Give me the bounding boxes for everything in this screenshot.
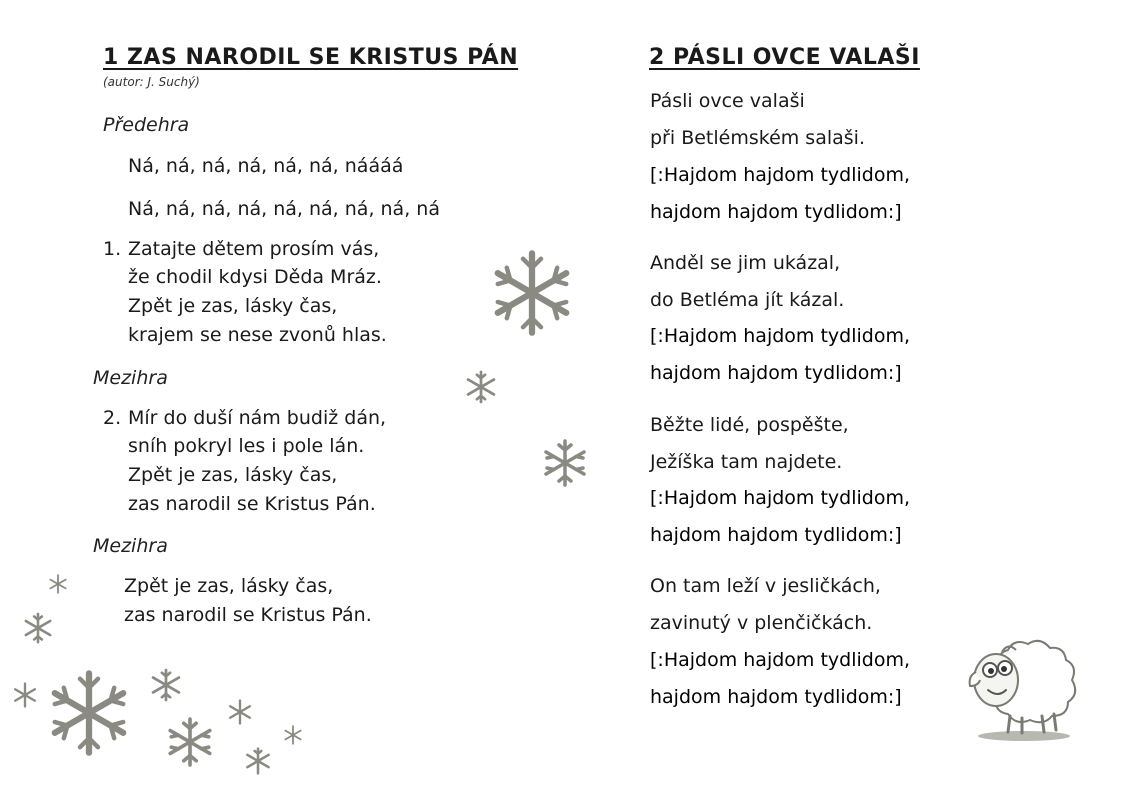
sheep-icon [962, 628, 1086, 746]
snowflake-icon [44, 668, 134, 758]
verse2-line: sníh pokryl les i pole lán. [128, 435, 365, 457]
song2-refrain-line: hajdom hajdom tydlidom:] [650, 201, 902, 223]
song2-line: On tam leží v jesličkách, [650, 575, 881, 597]
interlude2-label: Mezihra [93, 535, 168, 557]
song2-refrain-line: hajdom hajdom tydlidom:] [650, 524, 902, 546]
verse1-line: Zpět je zas, lásky čas, [128, 295, 338, 317]
snowflake-icon [283, 725, 303, 745]
prelude-label: Předehra [103, 114, 190, 136]
verse1-line: že chodil kdysi Děda Mráz. [128, 266, 382, 288]
song2-refrain-line: [:Hajdom hajdom tydlidom, [650, 649, 910, 671]
verse1-number: 1. [103, 238, 122, 260]
ending-line: Zpět je zas, lásky čas, [124, 575, 334, 597]
snowflake-icon [22, 612, 54, 644]
song2-refrain-line: [:Hajdom hajdom tydlidom, [650, 487, 910, 509]
song2-line: Pásli ovce valaši [650, 90, 805, 112]
verse1-line: Zatajte dětem prosím vás, [128, 238, 380, 260]
snowflake-icon [12, 682, 38, 708]
verse2-line: Mír do duší nám budiž dán, [128, 407, 387, 429]
song2-refrain-line: [:Hajdom hajdom tydlidom, [650, 325, 910, 347]
prelude-line: Ná, ná, ná, ná, ná, ná, ná, ná, ná [128, 198, 440, 220]
verse2-line: Zpět je zas, lásky čas, [128, 464, 338, 486]
song2-line: do Betléma jít kázal. [650, 289, 845, 311]
snowflake-icon [487, 248, 577, 338]
song1-author: (autor: J. Suchý) [103, 75, 200, 89]
song2-title: 2 PÁSLI OVCE VALAŠI [649, 45, 920, 70]
snowflake-icon [48, 574, 68, 594]
song2-line: zavinutý v plenčičkách. [650, 612, 873, 634]
song2-refrain-line: [:Hajdom hajdom tydlidom, [650, 164, 910, 186]
snowflake-icon [149, 668, 183, 702]
prelude-line: Ná, ná, ná, ná, ná, ná, náááá [128, 155, 404, 177]
song2-line: Anděl se jim ukázal, [650, 252, 841, 274]
verse2-line: zas narodil se Kristus Pán. [128, 493, 376, 515]
song2-refrain-line: hajdom hajdom tydlidom:] [650, 362, 902, 384]
verse1-line: krajem se nese zvonů hlas. [128, 324, 387, 346]
song2-refrain-line: hajdom hajdom tydlidom:] [650, 686, 902, 708]
snowflake-icon [164, 716, 216, 768]
song2-line: Ježíška tam najdete. [650, 451, 843, 473]
verse2-number: 2. [103, 407, 122, 429]
interlude1-label: Mezihra [93, 367, 168, 389]
song1-title: 1 ZAS NARODIL SE KRISTUS PÁN [103, 45, 519, 70]
song2-line: při Betlémském salaši. [650, 127, 865, 149]
song2-line: Běžte lidé, pospěšte, [650, 414, 849, 436]
snowflake-icon [540, 438, 590, 488]
ending-line: zas narodil se Kristus Pán. [124, 604, 372, 626]
snowflake-icon [227, 699, 253, 725]
snowflake-icon [244, 747, 272, 775]
snowflake-icon [464, 370, 498, 404]
